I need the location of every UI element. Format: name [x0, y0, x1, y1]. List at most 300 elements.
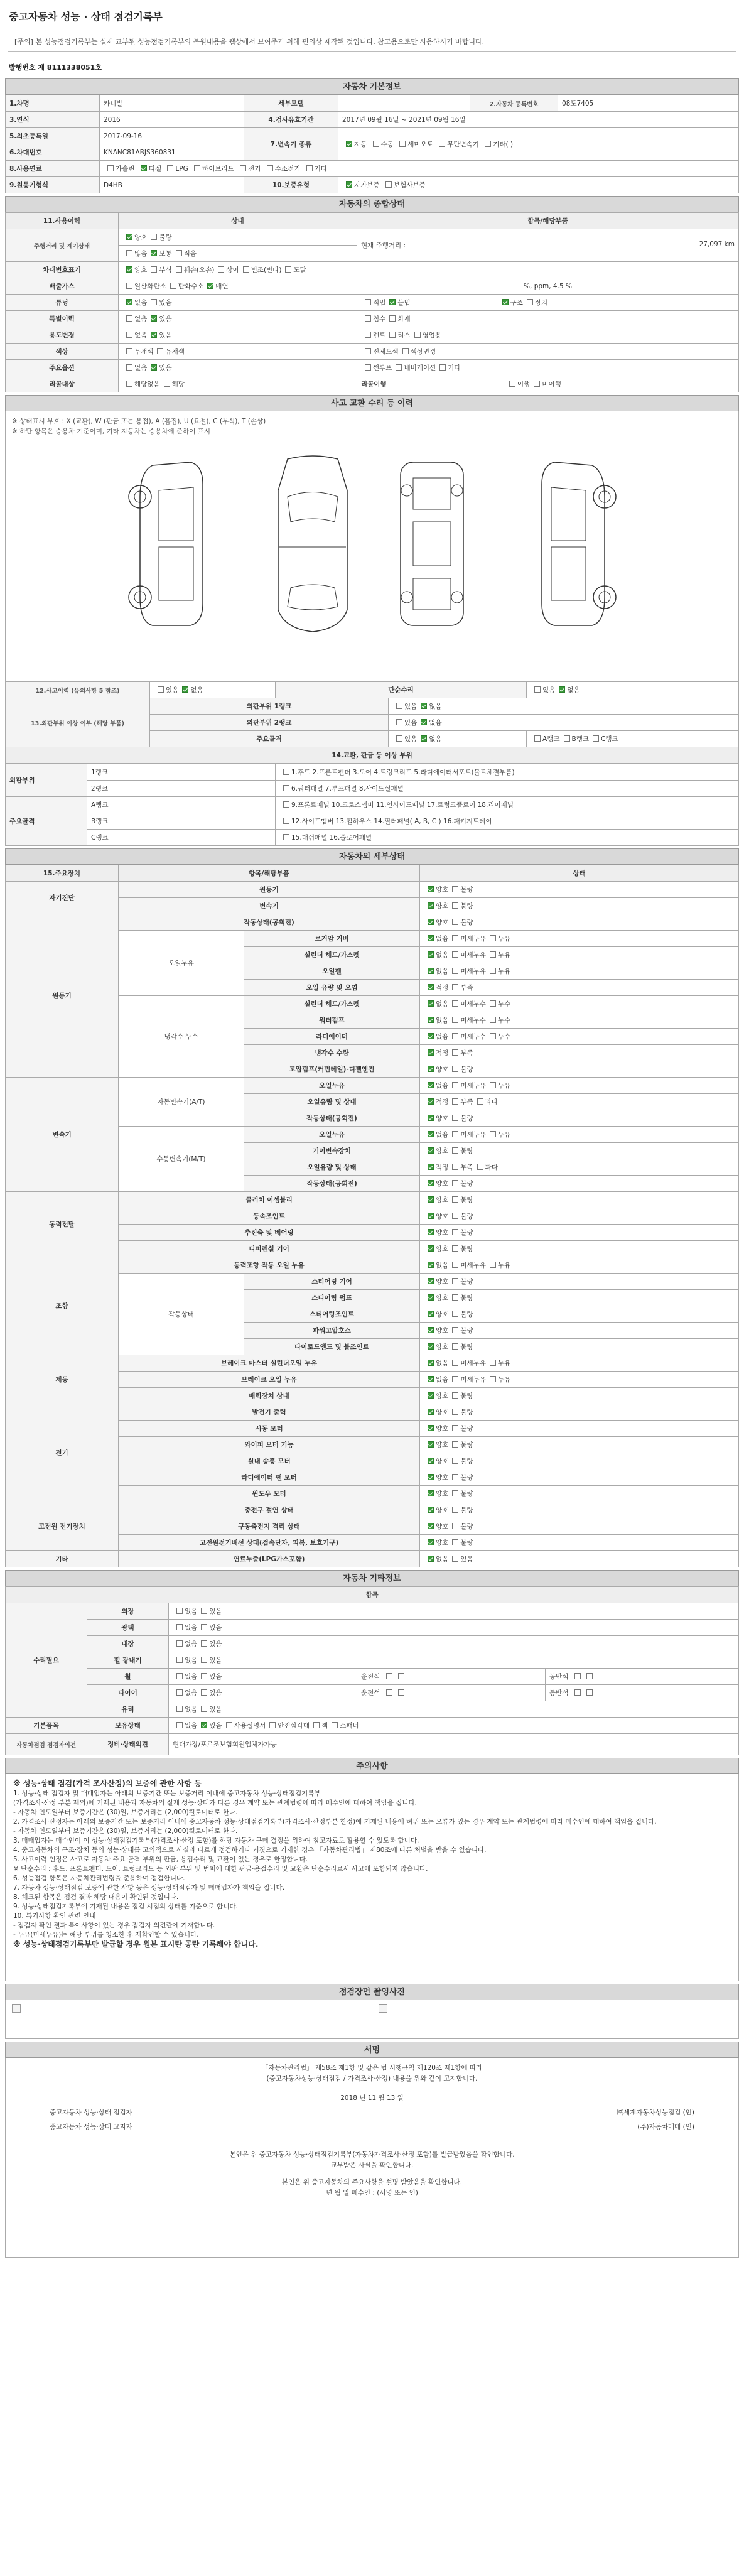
checkbox-lpg[interactable]: [167, 165, 173, 171]
checkbox[interactable]: [389, 299, 396, 305]
detail-subgroup-label: 오일누유: [119, 931, 244, 996]
checkbox[interactable]: [428, 1441, 434, 1448]
detail-item-state: [420, 1159, 739, 1176]
checkbox[interactable]: [428, 1409, 434, 1415]
broken-image-icon: [379, 2004, 387, 2013]
checkbox[interactable]: [126, 234, 132, 240]
color-detail: [357, 344, 739, 360]
checkbox-semi-auto[interactable]: [399, 141, 406, 147]
extra-info-table: [5, 1586, 739, 1755]
checkbox[interactable]: [428, 1180, 434, 1186]
checkbox[interactable]: [428, 1343, 434, 1350]
option-label: 부족: [460, 1098, 473, 1106]
checkbox[interactable]: [428, 886, 434, 892]
note-line: 7. 자동차 성능·상태점검 보증에 관한 사항 등은 성능·상태점검자 및 매매업자가 책임을 집니다.: [13, 1884, 285, 1891]
car-right-side-diagram: [504, 453, 630, 635]
checkbox[interactable]: [452, 1245, 458, 1252]
sign-bottom-line: 교부받은 사실을 확인합니다.: [330, 2162, 414, 2169]
checkbox[interactable]: [452, 1164, 458, 1170]
label-inspection-period: 4.검사유효기간: [244, 112, 338, 128]
checkbox[interactable]: [398, 1673, 404, 1679]
checkbox[interactable]: [452, 1131, 458, 1137]
checkbox[interactable]: [586, 1673, 593, 1679]
checkbox[interactable]: [428, 1164, 434, 1170]
checkbox[interactable]: [490, 1360, 496, 1366]
checkbox[interactable]: [428, 1507, 434, 1513]
option-label: 있음: [209, 1640, 222, 1648]
checkbox[interactable]: [452, 919, 458, 925]
checkbox[interactable]: [559, 686, 565, 693]
checkbox[interactable]: [201, 1640, 207, 1647]
checkbox[interactable]: [151, 234, 157, 240]
checkbox[interactable]: [126, 381, 132, 387]
section-signature: 서명: [5, 2042, 739, 2058]
detail-item-name: 배력장치 상태: [119, 1388, 420, 1404]
option-label: 불량: [460, 1458, 473, 1465]
checkbox[interactable]: [534, 381, 540, 387]
checkbox[interactable]: [414, 332, 421, 338]
option-label: 양호: [134, 234, 148, 241]
checkbox[interactable]: [428, 1262, 434, 1268]
checkbox[interactable]: [170, 283, 176, 289]
checkbox[interactable]: [126, 332, 132, 338]
label-gloss: 광택: [87, 1620, 169, 1636]
checkbox[interactable]: [452, 951, 458, 958]
checkbox[interactable]: [586, 1689, 593, 1696]
checkbox[interactable]: [164, 381, 170, 387]
detail-item-name: 충전구 절연 상태: [119, 1502, 420, 1518]
detail-item-state: [420, 1241, 739, 1257]
checkbox[interactable]: [283, 785, 289, 791]
option-label: 누유: [497, 1360, 511, 1367]
col-header: 15.주요장치: [6, 865, 119, 882]
checkbox[interactable]: [534, 686, 541, 693]
option-label: 불량: [460, 919, 473, 926]
usage-detail: [357, 327, 739, 344]
checkbox[interactable]: [428, 1147, 434, 1154]
checkbox[interactable]: [243, 266, 249, 273]
checkbox[interactable]: [428, 1311, 434, 1317]
checkbox[interactable]: [201, 1657, 207, 1663]
checkbox[interactable]: [428, 935, 434, 941]
checkbox[interactable]: [207, 283, 213, 289]
emission-values: %, ppm, 4.5 %: [357, 278, 739, 295]
driver-side: [357, 1685, 546, 1701]
checkbox[interactable]: [176, 1640, 183, 1647]
checkbox[interactable]: [452, 1441, 458, 1448]
checkbox[interactable]: [428, 1294, 434, 1301]
checkbox[interactable]: [452, 1523, 458, 1529]
option-label: 매연: [215, 283, 229, 290]
checkbox[interactable]: [452, 1327, 458, 1333]
checkbox[interactable]: [428, 1327, 434, 1333]
checkbox[interactable]: [386, 1673, 392, 1679]
label-vin: 6.차대번호: [6, 144, 100, 161]
checkbox[interactable]: [176, 250, 182, 256]
options: [169, 1685, 357, 1701]
checkbox[interactable]: [428, 1425, 434, 1431]
detail-item-name: 실내 송풍 모터: [119, 1453, 420, 1469]
checkbox[interactable]: [428, 1033, 434, 1039]
checkbox[interactable]: [126, 266, 132, 273]
checkbox[interactable]: [490, 1082, 496, 1088]
option-label: 사용설명서: [234, 1722, 266, 1729]
checkbox[interactable]: [452, 1147, 458, 1154]
checkbox[interactable]: [428, 968, 434, 974]
checkbox[interactable]: [201, 1624, 207, 1630]
checkbox[interactable]: [389, 315, 396, 322]
checkbox[interactable]: [428, 902, 434, 909]
checkbox[interactable]: [283, 834, 289, 840]
checkbox[interactable]: [176, 1706, 183, 1712]
checkbox[interactable]: [176, 1673, 183, 1679]
checkbox[interactable]: [428, 1131, 434, 1137]
option-label: 불량: [460, 1474, 473, 1481]
checkbox[interactable]: [428, 1245, 434, 1252]
checkbox[interactable]: [126, 299, 132, 305]
exchange-parts-table: [5, 764, 739, 846]
detail-item-name: 클러치 어셈블리: [119, 1192, 420, 1208]
checkbox[interactable]: [527, 299, 533, 305]
checkbox[interactable]: [428, 1556, 434, 1562]
checkbox[interactable]: [490, 1000, 496, 1007]
checkbox-hybrid[interactable]: [194, 165, 200, 171]
checkbox[interactable]: [452, 1425, 458, 1431]
checkbox[interactable]: [269, 1722, 276, 1728]
checkbox[interactable]: [365, 315, 371, 322]
checkbox[interactable]: [490, 1131, 496, 1137]
checkbox-cvt[interactable]: [439, 141, 445, 147]
checkbox[interactable]: [151, 315, 157, 322]
checkbox[interactable]: [574, 1689, 581, 1696]
detail-subgroup-label: 냉각수 누수: [119, 996, 244, 1078]
checkbox[interactable]: [452, 1180, 458, 1186]
option-label: 없음: [436, 1376, 449, 1383]
label-possession: 보유상태: [87, 1718, 169, 1734]
checkbox[interactable]: [151, 332, 157, 338]
option-label: 상이: [226, 266, 239, 274]
checkbox[interactable]: [176, 266, 182, 273]
checkbox[interactable]: [396, 703, 402, 709]
checkbox[interactable]: [365, 299, 371, 305]
sign-line: (중고자동차성능·상태점검 / 가격조사·산정) 내용을 위와 같이 고지합니다.: [266, 2075, 478, 2082]
checkbox[interactable]: [176, 1624, 183, 1630]
checkbox[interactable]: [428, 1017, 434, 1023]
checkbox[interactable]: [421, 703, 427, 709]
checkbox[interactable]: [477, 1164, 483, 1170]
checkbox[interactable]: [126, 315, 132, 322]
checkbox[interactable]: [396, 735, 402, 742]
recall-detail: [357, 376, 739, 392]
option-label: 있음: [209, 1706, 222, 1713]
checkbox[interactable]: [126, 348, 132, 354]
checkbox[interactable]: [593, 735, 599, 742]
option-label: B랭크: [571, 735, 589, 743]
checkbox[interactable]: [477, 1098, 483, 1105]
checkbox[interactable]: [452, 1458, 458, 1464]
checkbox[interactable]: [428, 1000, 434, 1007]
detail-item-name: 작동상태(공회전): [119, 914, 420, 931]
checkbox[interactable]: [452, 902, 458, 909]
label-engine-type: 9.원동기형식: [6, 177, 100, 193]
option-label: 미세누유: [460, 1376, 486, 1383]
checkbox-auto[interactable]: [346, 141, 352, 147]
option-label: 불량: [460, 886, 473, 894]
note-line: - 점검자 확인 결과 특이사항이 있는 경우 점검자 의견란에 기재합니다.: [13, 1922, 215, 1929]
option-label: 없음: [134, 299, 148, 306]
checkbox[interactable]: [428, 951, 434, 958]
detail-item-name: 타이로드엔드 및 볼조인트: [244, 1339, 420, 1355]
checkbox[interactable]: [452, 1490, 458, 1496]
checkbox[interactable]: [452, 1262, 458, 1268]
checkbox[interactable]: [389, 332, 396, 338]
checkbox[interactable]: [428, 1278, 434, 1284]
checkbox[interactable]: [428, 1229, 434, 1235]
checkbox[interactable]: [176, 1722, 183, 1728]
checkbox[interactable]: [428, 1213, 434, 1219]
checkbox[interactable]: [490, 968, 496, 974]
checkbox-manual[interactable]: [373, 141, 379, 147]
option-label: 영업용: [422, 332, 442, 339]
option-label: 불량: [460, 1523, 473, 1530]
checkbox[interactable]: [428, 1098, 434, 1105]
rank-label: B랭크: [87, 813, 276, 830]
checkbox[interactable]: [452, 1294, 458, 1301]
option-label: 불량: [460, 1115, 473, 1122]
checkbox[interactable]: [452, 1213, 458, 1219]
checkbox[interactable]: [452, 1278, 458, 1284]
checkbox[interactable]: [421, 719, 427, 725]
checkbox[interactable]: [428, 1066, 434, 1072]
option-label: 없음: [567, 686, 580, 694]
option-label: 불량: [460, 1245, 473, 1253]
checkbox[interactable]: [428, 1392, 434, 1399]
checkbox-insurance-warranty[interactable]: [385, 181, 392, 188]
detail-item-name: 파워고압호스: [244, 1323, 420, 1339]
checkbox[interactable]: [490, 1017, 496, 1023]
checkbox[interactable]: [452, 1196, 458, 1203]
checkbox[interactable]: [201, 1706, 207, 1712]
checkbox[interactable]: [386, 1689, 392, 1696]
checkbox[interactable]: [428, 1458, 434, 1464]
checkbox-self-warranty[interactable]: [346, 181, 352, 188]
detail-item-state: [420, 996, 739, 1012]
checkbox[interactable]: [285, 266, 291, 273]
checkbox[interactable]: [365, 364, 371, 371]
checkbox[interactable]: [428, 1523, 434, 1529]
checkbox[interactable]: [201, 1608, 207, 1614]
checkbox[interactable]: [176, 1657, 183, 1663]
checkbox[interactable]: [452, 1556, 458, 1562]
checkbox[interactable]: [151, 250, 157, 256]
checkbox-diesel[interactable]: [141, 165, 147, 171]
checkbox[interactable]: [151, 364, 157, 371]
checkbox[interactable]: [452, 1000, 458, 1007]
checkbox[interactable]: [201, 1722, 207, 1728]
section-general-state: 자동차의 종합상태: [5, 196, 739, 212]
checkbox-electric[interactable]: [240, 165, 246, 171]
checkbox[interactable]: [452, 886, 458, 892]
sign-role: 중고자동차 성능·상태 점검자: [50, 2109, 132, 2116]
checkbox[interactable]: [574, 1673, 581, 1679]
detail-item-state: [420, 1535, 739, 1551]
option-label: 불량: [460, 1343, 473, 1351]
option-label: 부식: [159, 266, 172, 274]
checkbox[interactable]: [396, 719, 402, 725]
option-label: 있음: [404, 703, 418, 710]
checkbox[interactable]: [421, 735, 427, 742]
checkbox[interactable]: [332, 1722, 338, 1728]
checkbox[interactable]: [365, 332, 371, 338]
checkbox[interactable]: [452, 1539, 458, 1545]
checkbox[interactable]: [182, 686, 188, 693]
checkbox[interactable]: [428, 1049, 434, 1056]
checkbox[interactable]: [428, 1115, 434, 1121]
rank-items: [276, 781, 739, 797]
checkbox[interactable]: [428, 1196, 434, 1203]
checkbox[interactable]: [564, 735, 570, 742]
value-inspection-period: 2017년 09월 16일 ~ 2021년 09월 16일: [338, 112, 739, 128]
checkbox[interactable]: [452, 1360, 458, 1366]
option-label: 없음: [436, 1033, 449, 1041]
option-label: 세미오토: [407, 141, 433, 148]
option-label: 누유: [497, 935, 511, 943]
checkbox[interactable]: [365, 348, 371, 354]
checkbox[interactable]: [534, 735, 541, 742]
checkbox[interactable]: [158, 686, 164, 693]
checkbox[interactable]: [490, 1376, 496, 1382]
checkbox[interactable]: [218, 266, 224, 273]
option-label: 있음: [209, 1722, 222, 1729]
checkbox[interactable]: [157, 348, 163, 354]
checkbox[interactable]: [452, 984, 458, 990]
checkbox-other[interactable]: [485, 141, 491, 147]
checkbox-hydrogen[interactable]: [267, 165, 273, 171]
checkbox[interactable]: [452, 1017, 458, 1023]
checkbox[interactable]: [490, 1262, 496, 1268]
option-label: 잭: [321, 1722, 328, 1729]
label-wheel-polish: 휠 광내기: [87, 1652, 169, 1669]
checkbox[interactable]: [428, 1490, 434, 1496]
checkbox[interactable]: [490, 935, 496, 941]
checkbox[interactable]: [126, 283, 132, 289]
checkbox[interactable]: [428, 1376, 434, 1382]
detail-item-state: [420, 1143, 739, 1159]
checkbox[interactable]: [396, 364, 402, 371]
detail-item-state: [420, 1486, 739, 1502]
checkbox[interactable]: [151, 299, 157, 305]
checkbox[interactable]: [283, 801, 289, 808]
detail-item-name: 오일팬: [244, 963, 420, 980]
checkbox[interactable]: [126, 364, 132, 371]
checkbox[interactable]: [452, 1066, 458, 1072]
note-line: 6. 성능점검 항목은 자동차관리법령을 준용하여 점검합니다.: [13, 1875, 185, 1882]
checkbox[interactable]: [176, 1689, 183, 1696]
section-photos: 점검장면 촬영사진: [5, 1984, 739, 2000]
checkbox[interactable]: [452, 1098, 458, 1105]
detail-row: [6, 882, 739, 898]
checkbox[interactable]: [201, 1689, 207, 1696]
label-outer-rank1: 외판부위 1랭크: [150, 698, 389, 715]
rank-items-text: 6.쿼터패널 7.루프패널 8.사이드실패널: [291, 785, 404, 793]
value-engine-type: D4HB: [100, 177, 244, 193]
checkbox-gasoline[interactable]: [107, 165, 114, 171]
checkbox[interactable]: [428, 1539, 434, 1545]
label-mileage: 주행거리 및 계기상태: [6, 229, 119, 262]
label-frame-parts: 주요골격: [6, 797, 87, 846]
checkbox[interactable]: [452, 968, 458, 974]
checkbox[interactable]: [398, 1689, 404, 1696]
options: [169, 1636, 739, 1652]
option-label: 적정: [436, 1098, 449, 1106]
checkbox[interactable]: [428, 1474, 434, 1480]
detail-item-name: 고압펌프(커먼레일)-디젤엔진: [244, 1061, 420, 1078]
option-label: 부족: [460, 1049, 473, 1057]
detail-item-name: 윈도우 모터: [119, 1486, 420, 1502]
checkbox[interactable]: [490, 951, 496, 958]
checkbox[interactable]: [452, 1082, 458, 1088]
checkbox[interactable]: [452, 1507, 458, 1513]
checkbox[interactable]: [452, 1033, 458, 1039]
checkbox[interactable]: [283, 818, 289, 824]
side-label: 운전석: [361, 1673, 382, 1680]
checkbox[interactable]: [452, 1392, 458, 1399]
recall-options: [119, 376, 357, 392]
checkbox[interactable]: [151, 266, 157, 273]
checkbox[interactable]: [428, 984, 434, 990]
checkbox[interactable]: [428, 1082, 434, 1088]
section-accident-history: 사고 교환 수리 등 이력: [5, 395, 739, 411]
checkbox[interactable]: [313, 1722, 320, 1728]
checkbox[interactable]: [126, 250, 132, 256]
checkbox[interactable]: [452, 1376, 458, 1382]
checkbox[interactable]: [439, 364, 446, 371]
checkbox[interactable]: [176, 1608, 183, 1614]
checkbox[interactable]: [490, 1033, 496, 1039]
checkbox[interactable]: [428, 919, 434, 925]
label-special-history: 특별이력: [6, 311, 119, 327]
checkbox[interactable]: [402, 348, 409, 354]
checkbox[interactable]: [452, 1474, 458, 1480]
detail-item-state: [420, 1078, 739, 1094]
detail-item-state: [420, 1176, 739, 1192]
detail-item-name: 동력조향 작동 오일 누유: [119, 1257, 420, 1274]
label-fuel: 8.사용연료: [6, 161, 100, 177]
checkbox[interactable]: [452, 1229, 458, 1235]
checkbox[interactable]: [283, 769, 289, 775]
checkbox[interactable]: [452, 1049, 458, 1056]
checkbox[interactable]: [452, 1343, 458, 1350]
checkbox[interactable]: [428, 1360, 434, 1366]
option-label: 도말: [293, 266, 306, 274]
detail-item-name: 연료누출(LPG가스포함): [119, 1551, 420, 1567]
checkbox[interactable]: [452, 935, 458, 941]
checkbox[interactable]: [509, 381, 515, 387]
checkbox[interactable]: [502, 299, 509, 305]
checkbox-fuel-other[interactable]: [306, 165, 313, 171]
checkbox[interactable]: [452, 1409, 458, 1415]
checkbox[interactable]: [201, 1673, 207, 1679]
detail-item-name: 실린더 헤드/가스켓: [244, 996, 420, 1012]
col-header: 항목/해당부품: [357, 213, 739, 229]
checkbox[interactable]: [452, 1115, 458, 1121]
note-line: (가격조사·산정 부분 제외)에 기재된 내용과 자동차의 실제 성능·상태가 다른 경우 계약 또는 관계법령에 따라 매수인에 대하여 책임을 집니다.: [13, 1799, 417, 1807]
option-label: 없음: [436, 951, 449, 959]
checkbox[interactable]: [452, 1311, 458, 1317]
option-label: 없음: [436, 1082, 449, 1090]
option-label: 전기: [248, 165, 261, 173]
checkbox[interactable]: [226, 1722, 232, 1728]
